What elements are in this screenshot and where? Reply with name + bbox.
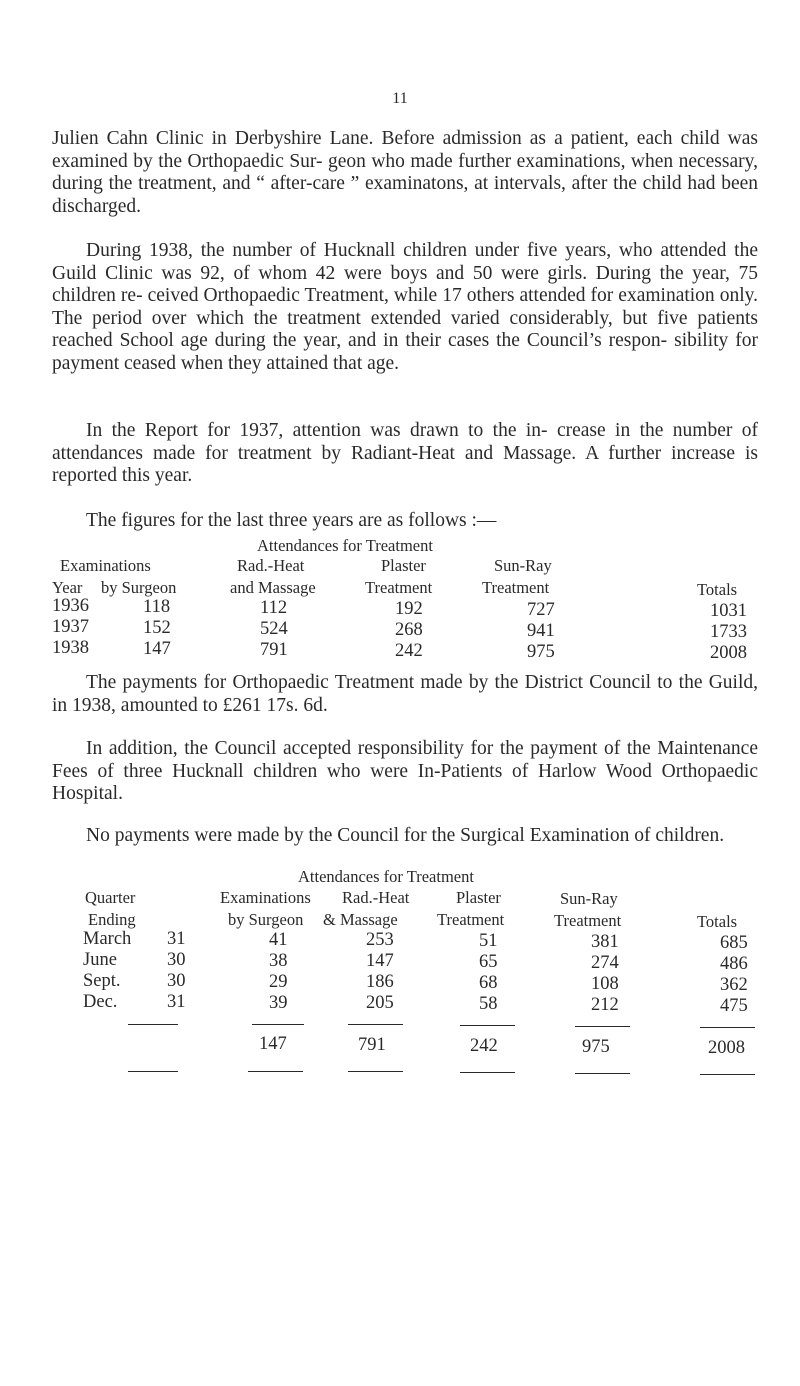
table2-cell-month: June	[83, 950, 117, 970]
table1-header-radheat: Rad.-Heat	[237, 556, 305, 575]
table1-cell-exam: 118	[143, 597, 171, 617]
table2-cell-day: 31	[167, 992, 186, 1012]
table1-cell-sunray: 941	[527, 621, 555, 641]
table1-header-year: Year	[52, 578, 83, 597]
table2-cell-radheat: 253	[366, 930, 394, 950]
table1-cell-plaster: 192	[395, 599, 423, 619]
table1-header-by-surgeon: by Surgeon	[101, 578, 177, 597]
table1-cell-year: 1938	[52, 638, 89, 658]
paragraph-1938-attendance: During 1938, the number of Hucknall children under five years, who attended the Guild Clinic was 92, of whom 42 were boys and 50 were girls. During the year, 75 children re- ceived Orthopaedic Treatment, while 17 others attended for examination only. The period over which the treatment extended varied considerably, but five patients reached School age during the year, and in their cases the Council’s respon- sibility for payment ceased when they attained that age.	[52, 240, 758, 374]
table2-header-by-surgeon: by Surgeon	[228, 910, 304, 929]
table2-header-treatment-sunray: Treatment	[554, 911, 622, 930]
table1-cell-total: 2008	[710, 643, 747, 663]
table2-cell-total: 475	[720, 996, 748, 1016]
table1-cell-year: 1936	[52, 596, 89, 616]
table2-cell-total: 362	[720, 975, 748, 995]
table1-cell-exam: 147	[143, 639, 171, 659]
table2-header-sunray: Sun-Ray	[560, 889, 618, 908]
table1-cell-sunray: 727	[527, 600, 555, 620]
table1-cell-sunray: 975	[527, 642, 555, 662]
table2-total-plaster: 242	[470, 1036, 498, 1056]
table2-rule-upper	[348, 1024, 403, 1025]
table1-group-header: Attendances for Treatment	[257, 536, 433, 555]
table1-header-plaster: Plaster	[381, 556, 426, 575]
table2-header-ending: Ending	[88, 910, 136, 929]
table1-cell-radheat: 524	[260, 619, 288, 639]
table1-header-and-massage: and Massage	[230, 578, 316, 597]
table2-rule-upper	[128, 1024, 178, 1025]
table2-cell-exam: 39	[269, 993, 288, 1013]
table2-cell-total: 486	[720, 954, 748, 974]
table2-rule-lower	[460, 1072, 515, 1073]
table1-header-treatment-sunray: Treatment	[482, 578, 550, 597]
table2-header-massage: & Massage	[323, 910, 398, 929]
table2-cell-sunray: 108	[591, 974, 619, 994]
table2-header-quarter: Quarter	[85, 888, 136, 907]
table2-cell-month: Dec.	[83, 992, 118, 1012]
table2-cell-plaster: 65	[479, 952, 498, 972]
table1-cell-plaster: 268	[395, 620, 423, 640]
table2-total-exam: 147	[259, 1034, 287, 1054]
table2-total-sunray: 975	[582, 1037, 610, 1057]
table2-cell-radheat: 186	[366, 972, 394, 992]
table2-cell-month: March	[83, 929, 132, 949]
table2-rule-upper	[460, 1025, 515, 1026]
table1-cell-total: 1031	[710, 601, 747, 621]
table2-rule-lower	[348, 1071, 403, 1072]
table1-header-examinations: Examinations	[60, 556, 151, 575]
table2-rule-upper	[252, 1024, 304, 1025]
table1-cell-plaster: 242	[395, 641, 423, 661]
table2-cell-exam: 29	[269, 972, 288, 992]
table2-cell-radheat: 147	[366, 951, 394, 971]
table2-header-examinations: Examinations	[220, 888, 311, 907]
paragraph-surgical-examination: No payments were made by the Council for the Surgical Examination of children.	[86, 825, 725, 846]
table2-cell-sunray: 212	[591, 995, 619, 1015]
table1-header-sunray: Sun-Ray	[494, 556, 552, 575]
table2-cell-plaster: 51	[479, 931, 498, 951]
paragraph-1937-report: In the Report for 1937, attention was drawn to the in- crease in the number of attendances made for treatment by Radiant-Heat and Massage. A further increase is reported this year.	[52, 420, 758, 486]
table1-cell-total: 1733	[710, 622, 747, 642]
table2-cell-exam: 38	[269, 951, 288, 971]
table1-cell-year: 1937	[52, 617, 89, 637]
table2-header-treatment-plaster: Treatment	[437, 910, 505, 929]
page-number: 11	[392, 90, 408, 107]
table2-rule-upper	[700, 1027, 755, 1028]
paragraph-payments: The payments for Orthopaedic Treatment made by the District Council to the Guild, in 1938, amounted to £261 17s. 6d.	[52, 672, 758, 716]
table2-group-header: Attendances for Treatment	[298, 867, 474, 886]
table2-total-radheat: 791	[358, 1035, 386, 1055]
paragraph-figures-intro: The figures for the last three years are as follows :—	[86, 510, 497, 531]
table2-cell-sunray: 274	[591, 953, 619, 973]
table2-rule-lower	[248, 1071, 303, 1072]
table2-rule-upper	[575, 1026, 630, 1027]
table1-header-treatment-plaster: Treatment	[365, 578, 433, 597]
table1-cell-radheat: 112	[260, 598, 288, 618]
table2-total-total: 2008	[708, 1038, 745, 1058]
table2-cell-plaster: 58	[479, 994, 498, 1014]
table2-cell-day: 30	[167, 950, 186, 970]
table1-header-totals: Totals	[697, 580, 738, 599]
table1-cell-exam: 152	[143, 618, 171, 638]
table2-cell-radheat: 205	[366, 993, 394, 1013]
table2-rule-lower	[700, 1074, 755, 1075]
table2-cell-sunray: 381	[591, 932, 619, 952]
paragraph-clinic: Julien Cahn Clinic in Derbyshire Lane. Before admission as a patient, each child was examined by the Orthopaedic Sur- geon who made further examinations, when necessary, during the treatment, and “ after-care ” examinatons, at intervals, after the child had been discharged.	[52, 128, 758, 217]
table1-cell-radheat: 791	[260, 640, 288, 660]
table2-cell-exam: 41	[269, 930, 288, 950]
table2-cell-day: 31	[167, 929, 186, 949]
paragraph-maintenance-fees: In addition, the Council accepted responsibility for the payment of the Maintenance Fees of three Hucknall children who were In-Patients of Harlow Wood Orthopaedic Hospital.	[52, 738, 758, 804]
table2-header-totals: Totals	[697, 912, 738, 931]
table2-cell-day: 30	[167, 971, 186, 991]
table2-rule-lower	[128, 1071, 178, 1072]
table2-header-plaster: Plaster	[456, 888, 501, 907]
table2-cell-total: 685	[720, 933, 748, 953]
table2-cell-plaster: 68	[479, 973, 498, 993]
table2-cell-month: Sept.	[83, 971, 121, 991]
table2-header-radheat: Rad.-Heat	[342, 888, 410, 907]
table2-rule-lower	[575, 1073, 630, 1074]
